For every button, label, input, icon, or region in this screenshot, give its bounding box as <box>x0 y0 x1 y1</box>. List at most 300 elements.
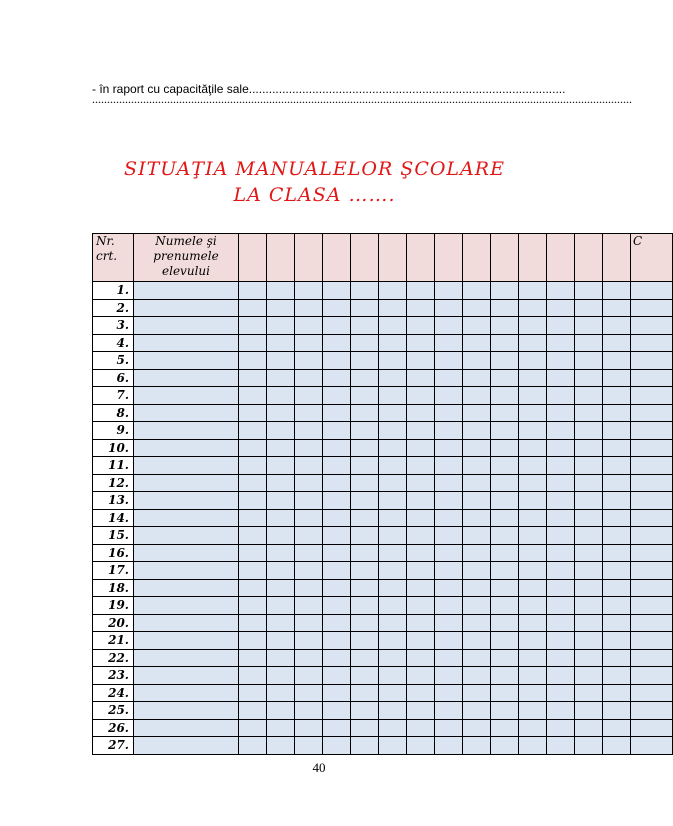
textbook-cell <box>267 632 295 650</box>
textbook-cell <box>491 719 519 737</box>
textbook-cell <box>295 649 323 667</box>
textbook-cell <box>631 702 673 720</box>
textbook-cell <box>463 509 491 527</box>
student-name-cell <box>134 737 239 755</box>
textbook-cell <box>295 387 323 405</box>
textbook-cell <box>547 579 575 597</box>
textbook-cell <box>407 282 435 300</box>
textbook-cell <box>239 474 267 492</box>
textbook-cell <box>379 562 407 580</box>
textbook-cell <box>239 457 267 475</box>
textbook-cell <box>435 457 463 475</box>
textbook-cell <box>407 597 435 615</box>
textbook-cell <box>267 492 295 510</box>
textbook-cell <box>603 387 631 405</box>
textbook-cell <box>519 649 547 667</box>
table-row <box>93 719 673 737</box>
table-row <box>93 597 673 615</box>
textbook-cell <box>239 387 267 405</box>
table-row <box>93 562 673 580</box>
textbook-cell <box>631 317 673 335</box>
table-row <box>93 544 673 562</box>
textbook-cell <box>351 334 379 352</box>
textbook-cell <box>379 632 407 650</box>
textbook-cell <box>463 632 491 650</box>
textbook-cell <box>239 597 267 615</box>
textbook-cell <box>603 509 631 527</box>
textbook-cell <box>267 404 295 422</box>
textbook-cell <box>519 527 547 545</box>
textbook-cell <box>407 352 435 370</box>
textbook-cell <box>547 334 575 352</box>
textbook-cell <box>631 492 673 510</box>
textbook-cell <box>351 492 379 510</box>
textbook-cell <box>463 737 491 755</box>
textbook-cell <box>267 649 295 667</box>
textbook-cell <box>547 352 575 370</box>
textbook-cell <box>575 702 603 720</box>
textbook-cell <box>407 404 435 422</box>
textbook-cell <box>379 719 407 737</box>
textbook-cell <box>631 527 673 545</box>
row-number: 20. <box>93 614 134 632</box>
textbook-cell <box>519 299 547 317</box>
header-blank-cell <box>295 234 323 282</box>
textbook-cell <box>519 632 547 650</box>
table-row <box>93 492 673 510</box>
textbook-cell <box>267 702 295 720</box>
textbook-cell <box>407 457 435 475</box>
textbook-cell <box>631 457 673 475</box>
textbook-cell <box>295 579 323 597</box>
textbook-cell <box>267 474 295 492</box>
textbook-cell <box>519 422 547 440</box>
textbook-cell <box>351 387 379 405</box>
textbook-cell <box>379 544 407 562</box>
textbook-cell <box>239 667 267 685</box>
textbook-table <box>92 233 673 755</box>
textbook-cell <box>491 299 519 317</box>
student-name-cell <box>134 369 239 387</box>
textbook-cell <box>463 649 491 667</box>
textbook-cell <box>631 579 673 597</box>
textbook-cell <box>491 334 519 352</box>
textbook-cell <box>351 597 379 615</box>
textbook-cell <box>351 579 379 597</box>
textbook-cell <box>239 614 267 632</box>
textbook-cell <box>267 369 295 387</box>
textbook-cell <box>407 422 435 440</box>
textbook-cell <box>267 614 295 632</box>
textbook-cell <box>575 719 603 737</box>
textbook-cell <box>631 509 673 527</box>
textbook-cell <box>295 299 323 317</box>
textbook-cell <box>491 649 519 667</box>
textbook-cell <box>491 369 519 387</box>
header-last-cell: C <box>631 234 673 282</box>
textbook-cell <box>407 387 435 405</box>
textbook-cell <box>603 334 631 352</box>
textbook-cell <box>267 527 295 545</box>
textbook-cell <box>323 387 351 405</box>
textbook-cell <box>491 422 519 440</box>
textbook-cell <box>379 422 407 440</box>
table-row <box>93 282 673 300</box>
textbook-cell <box>267 509 295 527</box>
textbook-cell <box>239 737 267 755</box>
header-blank-cell <box>323 234 351 282</box>
textbook-cell <box>519 369 547 387</box>
student-name-cell <box>134 509 239 527</box>
textbook-cell <box>379 509 407 527</box>
student-name-cell <box>134 299 239 317</box>
textbook-cell <box>323 299 351 317</box>
textbook-cell <box>631 439 673 457</box>
textbook-cell <box>435 632 463 650</box>
textbook-cell <box>295 684 323 702</box>
textbook-cell <box>519 579 547 597</box>
row-number: 26. <box>93 719 134 737</box>
textbook-cell <box>631 352 673 370</box>
textbook-cell <box>323 509 351 527</box>
textbook-cell <box>295 614 323 632</box>
header-blank-cell <box>575 234 603 282</box>
textbook-cell <box>407 544 435 562</box>
textbook-cell <box>631 667 673 685</box>
textbook-cell <box>435 317 463 335</box>
textbook-cell <box>239 702 267 720</box>
textbook-cell <box>435 562 463 580</box>
student-name-cell <box>134 544 239 562</box>
textbook-cell <box>547 719 575 737</box>
textbook-cell <box>631 632 673 650</box>
textbook-cell <box>239 544 267 562</box>
textbook-cell <box>575 684 603 702</box>
textbook-cell <box>603 614 631 632</box>
textbook-cell <box>435 439 463 457</box>
textbook-cell <box>519 562 547 580</box>
textbook-cell <box>379 474 407 492</box>
textbook-cell <box>463 667 491 685</box>
textbook-cell <box>519 737 547 755</box>
textbook-cell <box>575 579 603 597</box>
textbook-cell <box>575 457 603 475</box>
textbook-cell <box>407 614 435 632</box>
textbook-cell <box>519 667 547 685</box>
textbook-cell <box>547 632 575 650</box>
table-row <box>93 404 673 422</box>
textbook-cell <box>463 719 491 737</box>
textbook-cell <box>407 299 435 317</box>
textbook-cell <box>491 352 519 370</box>
textbook-cell <box>435 282 463 300</box>
student-name-cell <box>134 422 239 440</box>
student-name-cell <box>134 387 239 405</box>
textbook-cell <box>519 439 547 457</box>
textbook-cell <box>547 369 575 387</box>
textbook-cell <box>631 369 673 387</box>
textbook-cell <box>351 457 379 475</box>
textbook-cell <box>407 649 435 667</box>
textbook-cell <box>379 352 407 370</box>
student-name-cell <box>134 562 239 580</box>
textbook-cell <box>351 527 379 545</box>
textbook-cell <box>547 614 575 632</box>
textbook-cell <box>547 422 575 440</box>
textbook-cell <box>239 404 267 422</box>
textbook-cell <box>435 527 463 545</box>
textbook-cell <box>323 737 351 755</box>
header-blank-cell <box>407 234 435 282</box>
textbook-cell <box>379 649 407 667</box>
textbook-cell <box>407 684 435 702</box>
textbook-cell <box>575 614 603 632</box>
textbook-cell <box>603 737 631 755</box>
textbook-cell <box>295 439 323 457</box>
textbook-cell <box>295 737 323 755</box>
textbook-cell <box>323 544 351 562</box>
textbook-cell <box>463 457 491 475</box>
textbook-cell <box>351 562 379 580</box>
textbook-cell <box>239 719 267 737</box>
table-row <box>93 614 673 632</box>
table-row <box>93 632 673 650</box>
table-row <box>93 509 673 527</box>
textbook-cell <box>239 632 267 650</box>
textbook-cell <box>239 649 267 667</box>
textbook-cell <box>575 649 603 667</box>
row-number: 18. <box>93 579 134 597</box>
textbook-cell <box>239 527 267 545</box>
textbook-cell <box>603 352 631 370</box>
textbook-cell <box>267 352 295 370</box>
textbook-cell <box>631 334 673 352</box>
textbook-cell <box>603 632 631 650</box>
textbook-cell <box>547 404 575 422</box>
student-name-cell <box>134 492 239 510</box>
textbook-cell <box>435 737 463 755</box>
textbook-cell <box>435 387 463 405</box>
textbook-cell <box>463 527 491 545</box>
header-blank-cell <box>603 234 631 282</box>
textbook-cell <box>547 457 575 475</box>
textbook-cell <box>463 684 491 702</box>
textbook-cell <box>435 509 463 527</box>
student-name-cell <box>134 404 239 422</box>
textbook-cell <box>547 737 575 755</box>
textbook-cell <box>435 684 463 702</box>
row-number: 5. <box>93 352 134 370</box>
textbook-cell <box>575 404 603 422</box>
textbook-cell <box>267 719 295 737</box>
row-number: 24. <box>93 684 134 702</box>
textbook-cell <box>435 352 463 370</box>
textbook-cell <box>575 299 603 317</box>
textbook-cell <box>547 387 575 405</box>
textbook-cell <box>323 562 351 580</box>
textbook-cell <box>519 317 547 335</box>
textbook-cell <box>603 299 631 317</box>
table-row <box>93 737 673 755</box>
textbook-cell <box>407 737 435 755</box>
textbook-cell <box>323 667 351 685</box>
textbook-cell <box>295 369 323 387</box>
textbook-cell <box>463 474 491 492</box>
textbook-cell <box>463 387 491 405</box>
textbook-cell <box>407 474 435 492</box>
header-nr-crt: Nr. crt. <box>93 234 134 282</box>
row-number: 14. <box>93 509 134 527</box>
textbook-cell <box>603 667 631 685</box>
textbook-cell <box>295 282 323 300</box>
textbook-cell <box>519 457 547 475</box>
textbook-cell <box>295 544 323 562</box>
textbook-cell <box>323 352 351 370</box>
textbook-cell <box>323 632 351 650</box>
textbook-cell <box>491 492 519 510</box>
textbook-cell <box>379 369 407 387</box>
textbook-cell <box>351 737 379 755</box>
textbook-cell <box>491 509 519 527</box>
header-blank-cell <box>547 234 575 282</box>
textbook-cell <box>351 474 379 492</box>
textbook-cell <box>295 334 323 352</box>
textbook-cell <box>491 702 519 720</box>
table-row <box>93 439 673 457</box>
row-number: 8. <box>93 404 134 422</box>
row-number: 22. <box>93 649 134 667</box>
textbook-cell <box>603 282 631 300</box>
textbook-cell <box>575 509 603 527</box>
textbook-cell <box>603 527 631 545</box>
textbook-cell <box>603 544 631 562</box>
textbook-cell <box>379 439 407 457</box>
textbook-cell <box>295 457 323 475</box>
row-number: 23. <box>93 667 134 685</box>
header-student-name: Numele şi prenumele elevului <box>134 234 239 282</box>
textbook-cell <box>547 492 575 510</box>
textbook-cell <box>547 527 575 545</box>
textbook-cell <box>519 702 547 720</box>
intro-text: - în raport cu capacităţile sale............................................................................................... <box>92 82 566 96</box>
textbook-cell <box>407 509 435 527</box>
textbook-cell <box>575 597 603 615</box>
student-name-cell <box>134 597 239 615</box>
textbook-cell <box>603 684 631 702</box>
textbook-cell <box>239 562 267 580</box>
textbook-cell <box>463 282 491 300</box>
textbook-cell <box>463 422 491 440</box>
textbook-cell <box>575 352 603 370</box>
textbook-cell <box>603 702 631 720</box>
textbook-cell <box>351 404 379 422</box>
header-blank-cell <box>379 234 407 282</box>
textbook-cell <box>631 474 673 492</box>
textbook-cell <box>351 684 379 702</box>
textbook-cell <box>631 597 673 615</box>
textbook-cell <box>603 457 631 475</box>
textbook-cell <box>351 299 379 317</box>
textbook-cell <box>295 597 323 615</box>
textbook-cell <box>323 474 351 492</box>
textbook-cell <box>547 684 575 702</box>
student-name-cell <box>134 684 239 702</box>
textbook-cell <box>575 544 603 562</box>
textbook-cell <box>463 597 491 615</box>
textbook-cell <box>463 579 491 597</box>
student-name-cell <box>134 352 239 370</box>
textbook-cell <box>547 562 575 580</box>
textbook-cell <box>575 282 603 300</box>
textbook-cell <box>379 334 407 352</box>
student-name-cell <box>134 317 239 335</box>
textbook-cell <box>435 667 463 685</box>
textbook-cell <box>351 614 379 632</box>
textbook-cell <box>575 439 603 457</box>
textbook-cell <box>407 632 435 650</box>
textbook-cell <box>295 632 323 650</box>
textbook-cell <box>603 474 631 492</box>
textbook-cell <box>435 544 463 562</box>
textbook-cell <box>463 562 491 580</box>
document-title: SITUAŢIA MANUALELOR ŞCOLARE <box>124 158 505 180</box>
textbook-cell <box>351 509 379 527</box>
textbook-cell <box>407 492 435 510</box>
textbook-cell <box>575 387 603 405</box>
table-row <box>93 667 673 685</box>
textbook-cell <box>239 422 267 440</box>
textbook-cell <box>323 457 351 475</box>
textbook-cell <box>323 282 351 300</box>
textbook-cell <box>407 317 435 335</box>
textbook-cell <box>491 387 519 405</box>
textbook-cell <box>491 439 519 457</box>
textbook-cell <box>435 334 463 352</box>
table-row <box>93 387 673 405</box>
textbook-cell <box>491 667 519 685</box>
textbook-cell <box>463 702 491 720</box>
textbook-cell <box>631 684 673 702</box>
textbook-cell <box>603 404 631 422</box>
textbook-cell <box>491 404 519 422</box>
row-number: 3. <box>93 317 134 335</box>
textbook-cell <box>239 334 267 352</box>
textbook-cell <box>379 527 407 545</box>
textbook-cell <box>239 579 267 597</box>
textbook-cell <box>351 649 379 667</box>
textbook-cell <box>267 387 295 405</box>
student-name-cell <box>134 719 239 737</box>
row-number: 2. <box>93 299 134 317</box>
textbook-cell <box>491 597 519 615</box>
textbook-cell <box>631 719 673 737</box>
textbook-cell <box>631 422 673 440</box>
textbook-cell <box>323 317 351 335</box>
textbook-cell <box>519 492 547 510</box>
textbook-cell <box>575 369 603 387</box>
textbook-cell <box>631 544 673 562</box>
table-row <box>93 299 673 317</box>
textbook-cell <box>295 719 323 737</box>
textbook-cell <box>407 667 435 685</box>
textbook-cell <box>267 422 295 440</box>
textbook-cell <box>407 719 435 737</box>
textbook-cell <box>603 422 631 440</box>
textbook-cell <box>295 562 323 580</box>
textbook-cell <box>547 509 575 527</box>
textbook-cell <box>575 562 603 580</box>
textbook-cell <box>491 684 519 702</box>
